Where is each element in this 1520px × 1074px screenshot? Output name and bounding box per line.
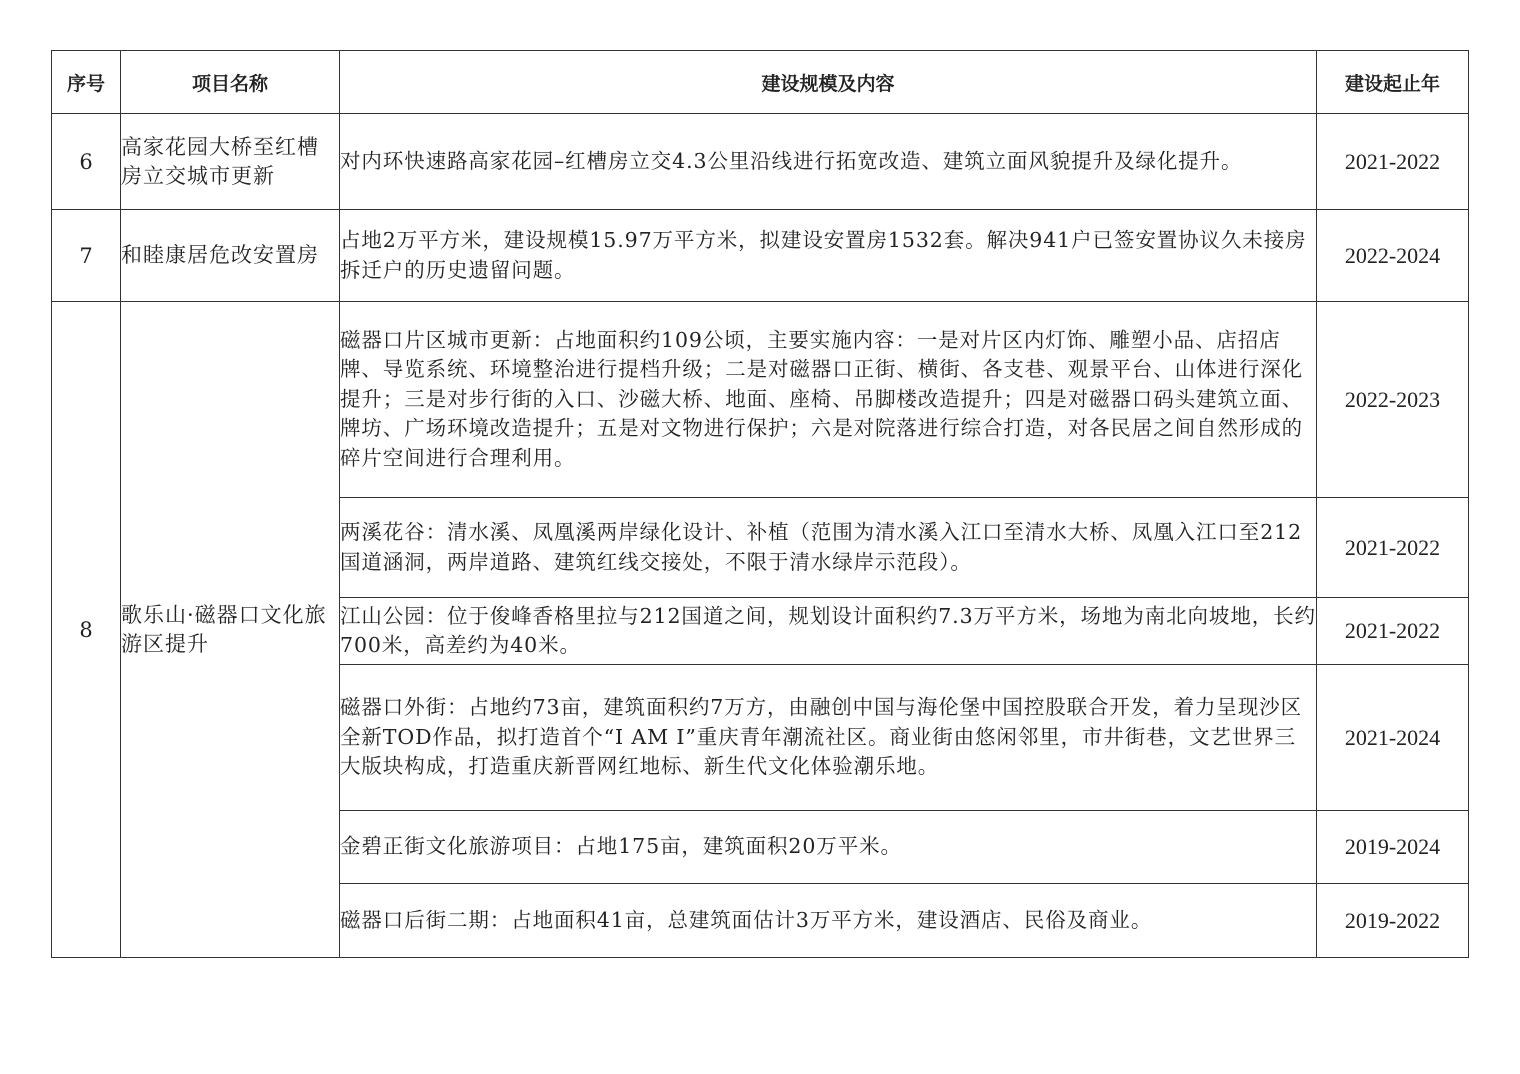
project-description: 江山公园：位于俊峰香格里拉与212国道之间，规划设计面积约7.3万平方米，场地为南北向坡地，长约700米，高差约为40米。 [340, 598, 1317, 665]
project-description: 两溪花谷：清水溪、凤凰溪两岸绿化设计、补植（范围为清水溪入江口至清水大桥、凤凰入江口至212国道涵洞，两岸道路、建筑红线交接处，不限于清水绿岸示范段）。 [340, 498, 1317, 598]
construction-years: 2019-2024 [1317, 811, 1469, 884]
table-row [52, 302, 1469, 498]
table-row [52, 210, 1469, 302]
project-name: 和睦康居危改安置房 [121, 210, 340, 302]
construction-years: 2021-2024 [1317, 665, 1469, 811]
table-header-row [52, 51, 1469, 114]
project-description: 对内环快速路高家花园–红槽房立交4.3公里沿线进行拓宽改造、建筑立面风貌提升及绿化提升。 [340, 114, 1317, 210]
project-description: 磁器口后街二期：占地面积41亩，总建筑面估计3万平方米，建设酒店、民俗及商业。 [340, 884, 1317, 958]
header-name: 项目名称 [121, 51, 340, 114]
row-number: 8 [52, 302, 121, 958]
row-number: 7 [52, 210, 121, 302]
project-name: 高家花园大桥至红槽房立交城市更新 [121, 114, 340, 210]
project-description: 磁器口片区城市更新：占地面积约109公顷，主要实施内容：一是对片区内灯饰、雕塑小品、店招店牌、导览系统、环境整治进行提档升级；二是对磁器口正街、横街、各支巷、观景平台、山体进行深化提升；三是对步行街的入口、沙磁大桥、地面、座椅、吊脚楼改造提升；四是对磁器口码头建筑立面、牌坊、广场环境改造提升；五是对文物进行保护；六是对院落进行综合打造，对各民居之间自然形成的碎片空间进行合理利用。 [340, 302, 1317, 498]
project-description: 金碧正街文化旅游项目：占地175亩，建筑面积20万平米。 [340, 811, 1317, 884]
construction-years: 2021-2022 [1317, 114, 1469, 210]
project-description: 占地2万平方米，建设规模15.97万平方米，拟建设安置房1532套。解决941户已签安置协议久未接房拆迁户的历史遗留问题。 [340, 210, 1317, 302]
row-number: 6 [52, 114, 121, 210]
table-row [52, 114, 1469, 210]
project-description: 磁器口外街：占地约73亩，建筑面积约7万方，由融创中国与海伦堡中国控股联合开发，着力呈现沙区全新TOD作品，拟打造首个“I AM I”重庆青年潮流社区。商业街由悠闲邻里，市井街巷，文艺世界三大版块构成，打造重庆新晋网红地标、新生代文化体验潮乐地。 [340, 665, 1317, 811]
header-desc: 建设规模及内容 [340, 51, 1317, 114]
construction-years: 2022-2023 [1317, 302, 1469, 498]
construction-years: 2021-2022 [1317, 498, 1469, 598]
construction-years: 2022-2024 [1317, 210, 1469, 302]
header-num: 序号 [52, 51, 121, 114]
project-table [51, 50, 1469, 958]
header-year: 建设起止年 [1317, 51, 1469, 114]
construction-years: 2019-2022 [1317, 884, 1469, 958]
construction-years: 2021-2022 [1317, 598, 1469, 665]
project-name: 歌乐山·磁器口文化旅游区提升 [121, 302, 340, 958]
